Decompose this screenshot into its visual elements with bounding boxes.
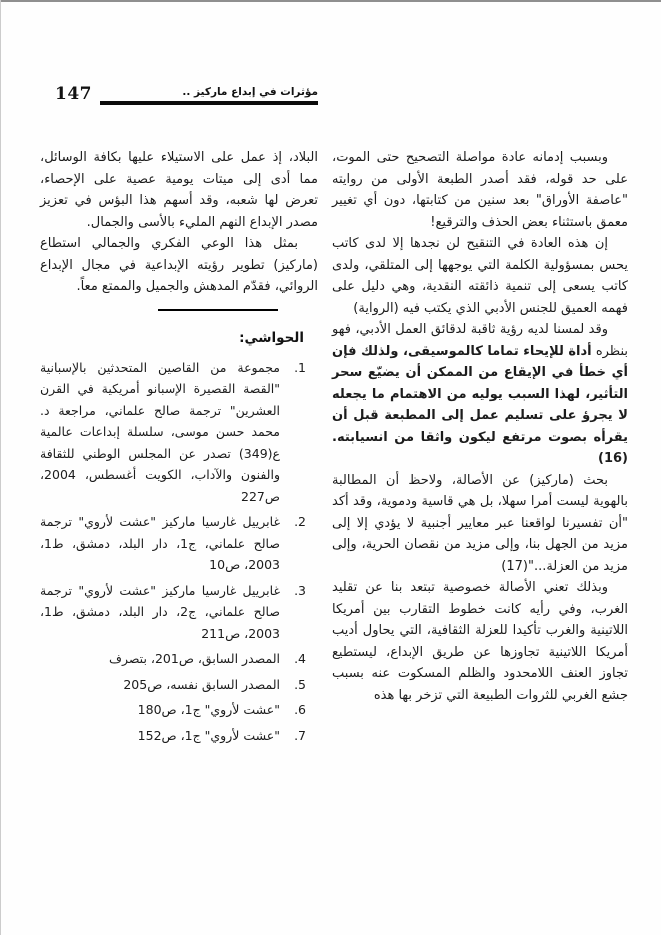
paragraph-rhythm-music: [332, 319, 628, 470]
footnote-text: "عشت لأروي" ج1، ص152: [137, 727, 280, 743]
footnote-text: مجموعة من القاصين المتحدثين بالإسبانية "القصة القصيرة الإسبانو أمريكية في القرن العشرين" ترجمة صالح علماني، مراجعة د. محمد حسن موسى، سلسلة إبداعات عالمية ع(349) تصدر عن المجلس الوطني للثقافة والفنون والآداب، الكويت أغسطس، 2004، ص227: [40, 359, 280, 504]
footnote-number: 7.: [294, 727, 306, 743]
running-head-title: مؤثرات في إبداع ماركيز ..: [182, 86, 318, 98]
footnote-text: المصدر السابق، ص201، بتصرف: [108, 651, 280, 666]
scan-edge-left: [0, 0, 1, 935]
footnote-number: 3.: [294, 582, 306, 598]
paragraph-lead: وقد لمسنا لديه رؤية ثاقبة لدقائق العمل الأدبي، فهو بنظره: [332, 322, 629, 359]
paragraph-revision-habit: وبسبب إدمانه عادة مواصلة التصحيح حتى الموت، على حد قوله، فقد أصدر الطبعة الأولى من روايته "عاصفة الأوراق" بعد سنين من كتابتها، دون أي تغيير معمق باستثناء بعض الحذف والترقيع!: [332, 150, 628, 230]
footnote-item: [40, 725, 306, 747]
page-header: [0, 84, 661, 110]
footnote-item: [40, 699, 306, 721]
paragraph-conclusion: بمثل هذا الوعي الفكري والجمالي استطاع (ماركيز) تطوير رؤيته الإبداعية في مجال الإبداع الروائي، فقدّم المدهش والجميل والممتع معاً.: [40, 236, 318, 294]
section-divider-rule: [158, 309, 278, 311]
running-head: [100, 86, 318, 105]
footnote-text: غابرييل غارسيا ماركيز "عشت لأروي" ترجمة صالح علماني، ج1، دار البلد، دمشق، ط1، 2003، ص10: [40, 514, 280, 572]
two-column-body: [40, 147, 628, 750]
footnote-item: [40, 580, 306, 645]
footnotes-list: [40, 357, 318, 747]
footnote-number: 4.: [294, 651, 306, 666]
paragraph-editing-responsibility: إن هذه العادة في التنقيح لن نجدها إلا لدى كاتب يحس بمسؤولية الكلمة التي يوجهها إلى المتلقي، ولدى كاتب يسعى إلى تنمية ذائقته النقدية، وهي دليل على فهمه العميق للجنس الأدبي الذي يكتب فيه (الرواية): [332, 236, 628, 316]
column-main-text: [332, 147, 628, 750]
paragraph-bold-emphasis: أداة للإيحاء تماما كالموسيقى، ولذلك فإن أي خطأ في الإيقاع من الممكن أن يضيّع سحر التأثير، لهذا السبب يوليه من الاهتمام ما يجعله لا يجرؤ على تسليم عمل إلى المطبعة قبل أن يقرأه بصوت مرتفع ليكون واثقا من انسيابته.(16): [332, 343, 628, 466]
footnote-number: 1.: [294, 359, 306, 375]
footnote-item: [40, 674, 306, 696]
scan-edge-top: [0, 0, 661, 2]
footnotes-heading: الحواشي:: [239, 329, 304, 346]
footnote-text: غابرييل غارسيا ماركيز "عشت لأروي" ترجمة صالح علماني، ج2، دار البلد، دمشق، ط1، 2003، ص211: [40, 582, 280, 641]
page-number: 147: [55, 84, 92, 104]
paragraph-originality-west: وبذلك تعني الأصالة خصوصية تبتعد بنا عن تقليد الغرب، وفي رأيه كانت خطوط التقارب بين أمريكا اللاتينية والغرب تأكيدا للعزلة الثقافية، التي يحاول أديب أمريكا اللاتينية تجاوزها عن طريق الإبداع، ليستطيع تجاوز العنف اللامحدود والظلم المسكوت عنه بسبب جشع الغربي للثروات الطبيعة التي تزخر بها هذه: [332, 580, 628, 703]
footnote-number: 2.: [294, 514, 306, 529]
footnote-number: 5.: [294, 676, 306, 692]
footnote-item: [40, 511, 306, 576]
footnote-number: 6.: [294, 702, 306, 717]
footnote-item: [40, 357, 306, 508]
paragraph-continuation: البلاد، إذ عمل على الاستيلاء عليها بكافة الوسائل، مما أدى إلى ميتات يومية عصية على الإحصاء، تعرض لها شعبه، وقد أسهم هذا البؤس في تعزيز مصدر الإبداع النهم المليء بالأسى والجمال.: [40, 150, 318, 230]
footnote-text: "عشت لأروي" ج1، ص180: [137, 702, 280, 717]
footnote-text: المصدر السابق نفسه، ص205: [123, 676, 280, 692]
column-continuation-and-notes: [40, 147, 318, 750]
footnote-item: [40, 648, 306, 670]
header-rule: [100, 101, 318, 105]
paragraph-authenticity-quote: بحث (ماركيز) عن الأصالة، ولاحظ أن المطالبة بالهوية ليست أمرا سهلا، بل هي قاسية ودموية، وقد أكد "أن تفسيرنا لواقعنا عبر معايير أجنبية لا يؤدي إلا إلى مزيد من الجهل بنا، وإلى مزيد من نقصان الحرية، وإلى مزيد من العزلة..."(17): [332, 472, 628, 574]
